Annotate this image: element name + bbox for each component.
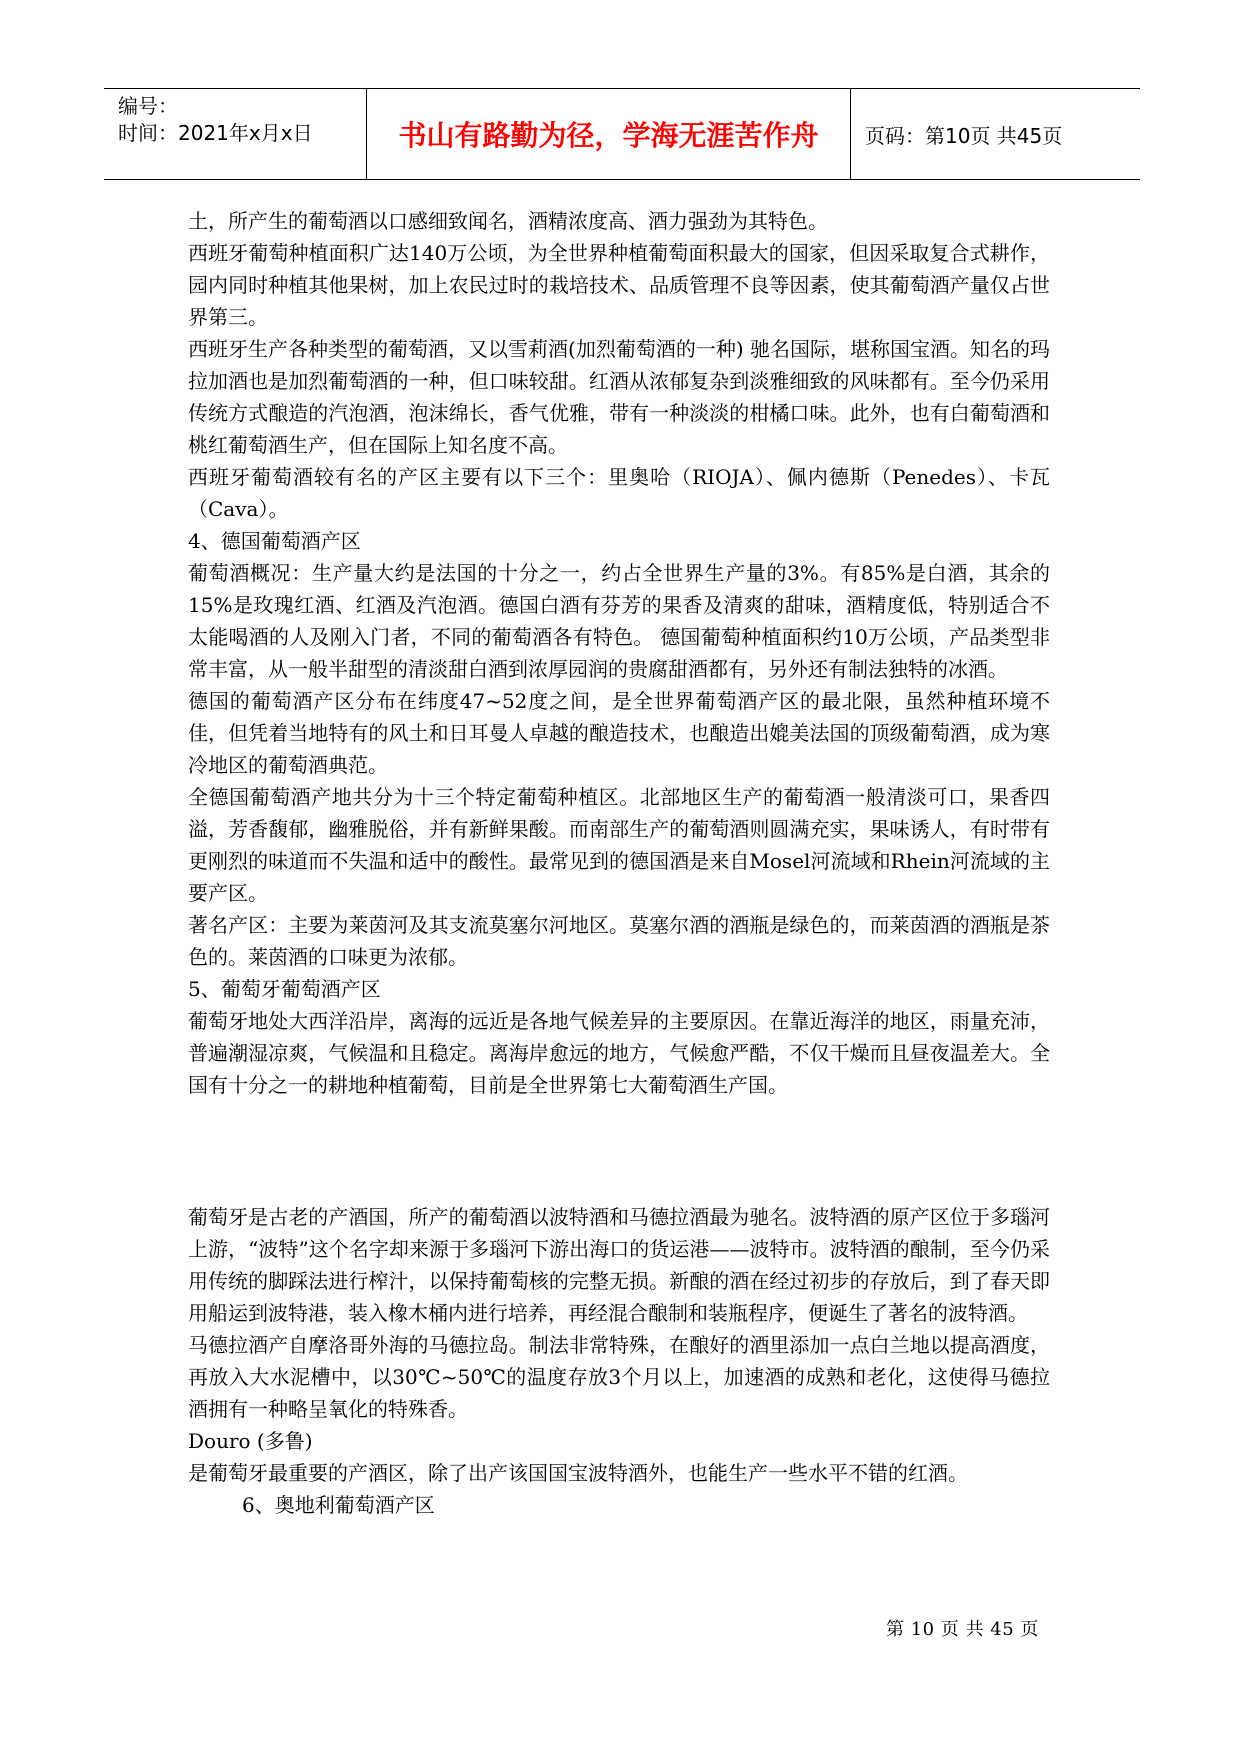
header-page-label: 页码：第10页 共45页 [865,123,1063,148]
paragraph: 德国的葡萄酒产区分布在纬度47~52度之间，是全世界葡萄酒产区的最北限，虽然种植环境不佳，但凭着当地特有的风土和日耳曼人卓越的酿造技术，也酿造出媲美法国的顶级葡萄酒，成为寒冷地区的葡萄酒典范。 [188,689,1050,777]
paragraph: 土，所产生的葡萄酒以口感细致闻名，酒精浓度高、酒力强劲为其特色。 [188,209,828,233]
paragraph: 葡萄牙地处大西洋沿岸，离海的远近是各地气候差异的主要原因。在靠近海洋的地区，雨量充沛，普遍潮湿凉爽，气候温和且稳定。离海岸愈远的地方，气候愈严酷，不仅干燥而且昼夜温差大。全国有十分之一的耕地种植葡萄，目前是全世界第七大葡萄酒生产国。 [188,1009,1050,1097]
paragraph: 著名产区：主要为莱茵河及其支流莫塞尔河地区。莫塞尔酒的酒瓶是绿色的，而莱茵酒的酒瓶是茶色的。莱茵酒的口味更为浓郁。 [188,913,1050,969]
paragraph: 葡萄牙是古老的产酒国，所产的葡萄酒以波特酒和马德拉酒最为驰名。波特酒的原产区位于多瑙河上游，“波特”这个名字却来源于多瑙河下游出海口的货运港——波特市。波特酒的酿制，至今仍采用传统的脚踩法进行榨汁，以保持葡萄核的完整无损。新酿的酒在经过初步的存放后，到了春天即用船运到波特港，装入橡木桶内进行培养，再经混合酿制和装瓶程序，便诞生了著名的波特酒。 [188,1205,1050,1325]
page-header [104,88,1140,180]
section-heading: 5、葡萄牙葡萄酒产区 [188,977,381,1001]
paragraph: 西班牙生产各种类型的葡萄酒，又以雪莉酒(加烈葡萄酒的一种) 驰名国际，堪称国宝酒。知名的玛拉加酒也是加烈葡萄酒的一种，但口味较甜。红酒从浓郁复杂到淡雅细致的风味都有。至今仍采用传统方式酿造的汽泡酒，泡沫绵长，香气优雅，带有一种淡淡的柑橘口味。此外，也有白葡萄酒和桃红葡萄酒生产，但在国际上知名度不高。 [188,337,1050,457]
paragraph: 葡萄酒概况：生产量大约是法国的十分之一，约占全世界生产量的3%。有85%是白酒，其余的15%是玫瑰红酒、红酒及汽泡酒。德国白酒有芬芳的果香及清爽的甜味，酒精度低，特别适合不太能喝酒的人及刚入门者，不同的葡萄酒各有特色。 德国葡萄种植面积约10万公顷，产品类型非常丰富，从一般半甜型的清淡甜白酒到浓厚园润的贵腐甜酒都有，另外还有制法独特的冰酒。 [188,561,1050,681]
header-left-cell [104,89,366,179]
section-heading: 6、奥地利葡萄酒产区 [242,1493,435,1517]
paragraph: 全德国葡萄酒产地共分为十三个特定葡萄种植区。北部地区生产的葡萄酒一般清淡可口，果香四溢，芳香馥郁，幽雅脱俗，并有新鲜果酸。而南部生产的葡萄酒则圆满充实，果味诱人，有时带有更刚烈的味道而不失温和适中的酸性。最常见到的德国酒是来自Mosel河流域和Rhein河流域的主要产区。 [188,785,1050,905]
page-footer: 第 10 页 共 45 页 [886,1619,1039,1640]
header-motto: 书山有路勤为径，学海无涯苦作舟 [366,89,851,179]
blank-space [188,1101,1050,1201]
paragraph: 是葡萄牙最重要的产酒区，除了出产该国国宝波特酒外，也能生产一些水平不错的红酒。 [188,1461,968,1485]
document-body [188,205,1050,1521]
document-time-label: 时间：2021年x月x日 [118,121,313,145]
paragraph: 西班牙葡萄酒较有名的产区主要有以下三个：里奥哈（RIOJA）、佩内德斯（Penedes）、卡瓦（Cava）。 [188,465,1050,521]
paragraph: 西班牙葡萄种植面积广达140万公顷，为全世界种植葡萄面积最大的国家，但因采取复合式耕作，园内同时种植其他果树，加上农民过时的栽培技术、品质管理不良等因素，使其葡萄酒产量仅占世界第三。 [188,241,1050,329]
paragraph: 马德拉酒产自摩洛哥外海的马德拉岛。制法非常特殊，在酿好的酒里添加一点白兰地以提高酒度，再放入大水泥槽中，以30℃~50℃的温度存放3个月以上，加速酒的成熟和老化，这使得马德拉酒拥有一种略呈氧化的特殊香。 [188,1333,1050,1421]
subheading: Douro (多鲁) [188,1429,313,1453]
document-number-label: 编号： [118,94,178,118]
section-heading: 4、德国葡萄酒产区 [188,529,361,553]
